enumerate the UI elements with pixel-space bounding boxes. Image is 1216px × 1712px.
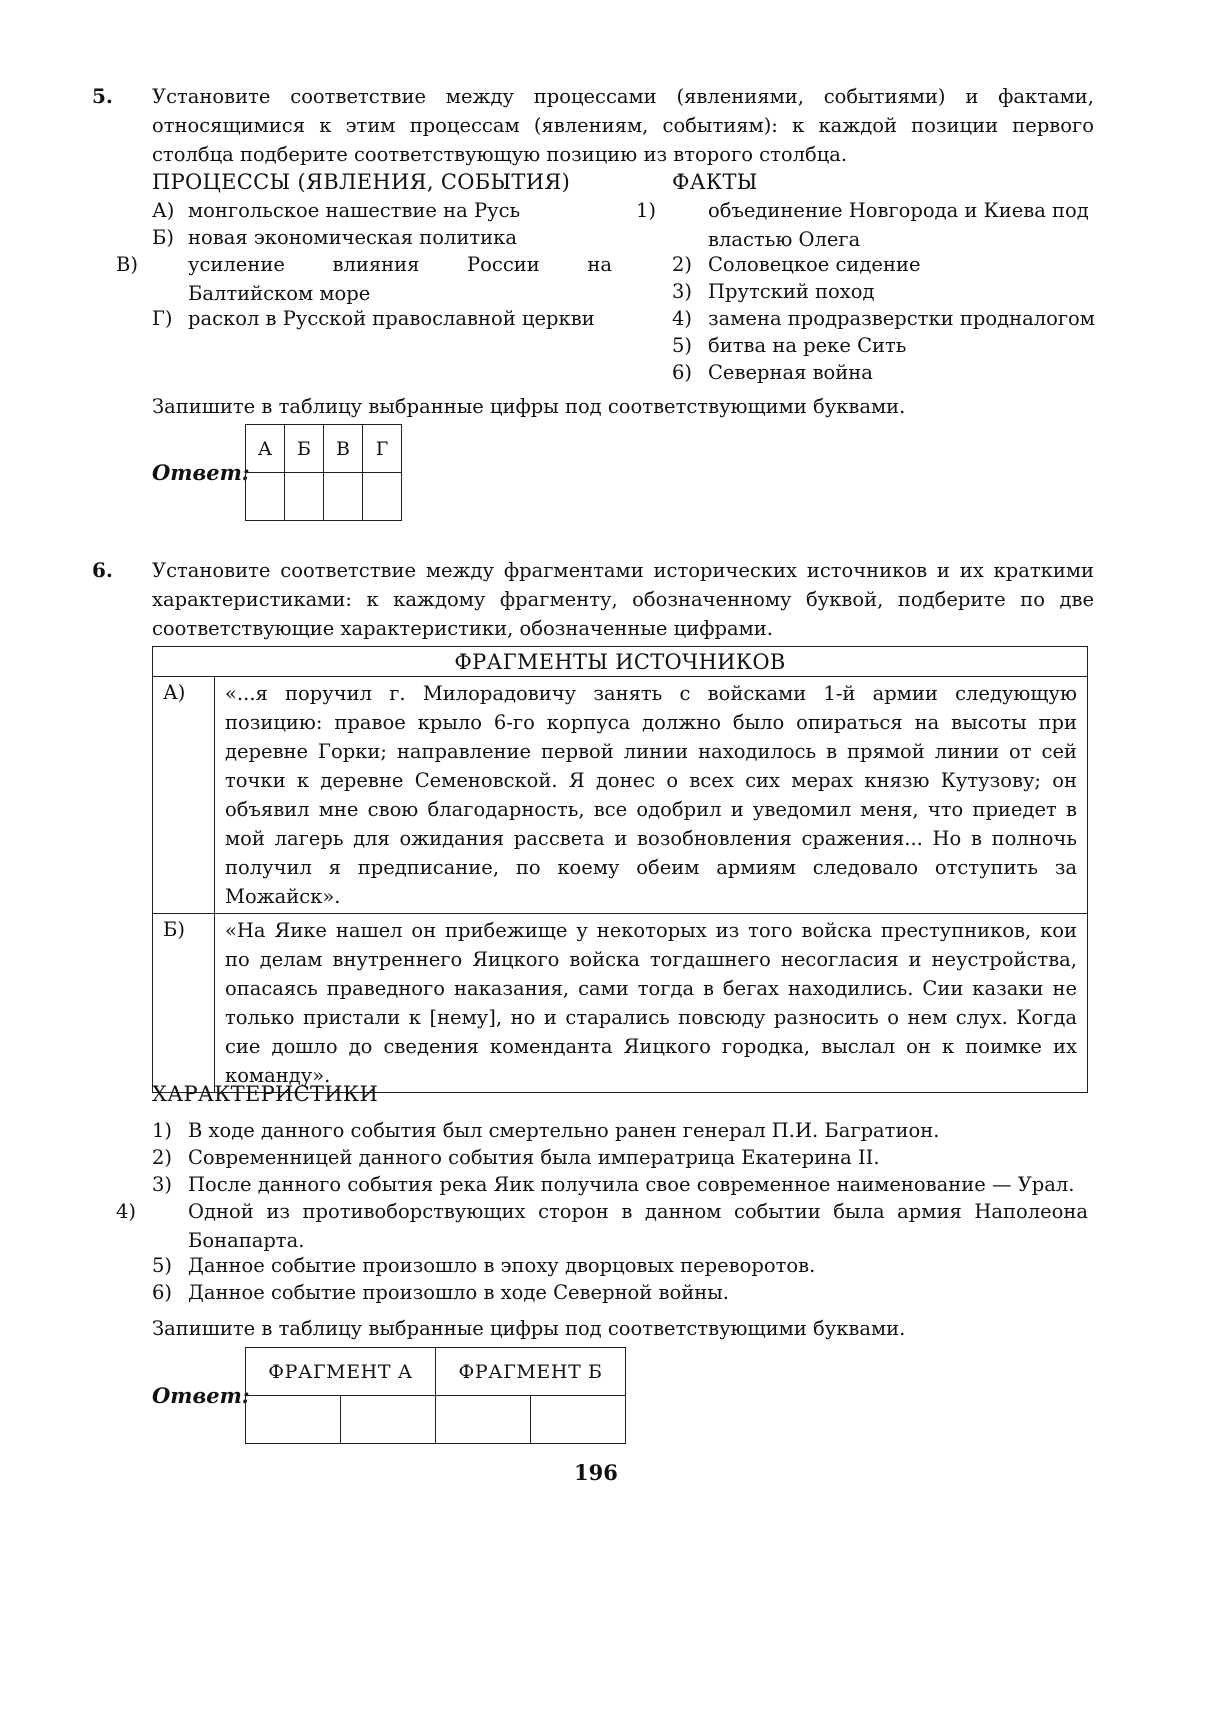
characteristic-item: 5) Данное событие произошло в эпоху дворцовых переворотов. — [152, 1254, 816, 1277]
task-5-answer-label: Ответ: — [152, 460, 250, 485]
fact-item: 1) объединение Новгорода и Киева под властью Олега — [636, 199, 1089, 251]
process-item: А) монгольское нашествие на Русь — [152, 199, 521, 222]
task-6-number: 6. — [92, 558, 113, 582]
fact-item: 6) Северная война — [672, 361, 873, 384]
answer-column-fragment-a: ФРАГМЕНТ А — [246, 1348, 436, 1396]
process-item: Б) новая экономическая политика — [152, 226, 517, 249]
task-5-answer-table — [245, 424, 402, 521]
answer-column-v: В — [324, 425, 363, 473]
answer-cell[interactable] — [531, 1396, 626, 1444]
answer-column-g: Г — [363, 425, 402, 473]
task-5-instruction: Запишите в таблицу выбранные цифры под соответствующими буквами. — [152, 395, 906, 418]
answer-cell[interactable] — [246, 1396, 341, 1444]
task-5-prompt: Установите соответствие между процессами (явлениями, событиями) и фактами, относящимися к этим процессам (явлениям, событиям): к каждой позиции первого столбца подберите соответствующую позицию из второго столбца. — [152, 85, 1094, 166]
task-5-number: 5. — [92, 84, 113, 108]
fragments-header: ФРАГМЕНТЫ ИСТОЧНИКОВ — [153, 647, 1088, 677]
fact-item: 5) битва на реке Сить — [672, 334, 907, 357]
answer-column-fragment-b: ФРАГМЕНТ Б — [436, 1348, 626, 1396]
characteristic-item: 3) После данного события река Яик получила свое современное наименование — Урал. — [152, 1173, 1075, 1196]
answer-column-b: Б — [285, 425, 324, 473]
fact-item: 2) Соловецкое сидение — [672, 253, 921, 276]
fact-item: 4) замена продразверстки продналогом — [672, 307, 1095, 330]
task-6-instruction: Запишите в таблицу выбранные цифры под соответствующими буквами. — [152, 1317, 906, 1340]
task-6-answer-table — [245, 1347, 626, 1444]
answer-cell[interactable] — [324, 473, 363, 521]
process-item: В) усиление влияния России на Балтийском море — [116, 253, 612, 305]
characteristics-header: ХАРАКТЕРИСТИКИ — [152, 1082, 379, 1106]
task-5-left-header: ПРОЦЕССЫ (ЯВЛЕНИЯ, СОБЫТИЯ) — [152, 170, 571, 194]
characteristic-item: 4) Одной из противоборствующих сторон в данном событии была армия Наполеона Бонапарта. — [116, 1200, 1088, 1252]
answer-cell[interactable] — [285, 473, 324, 521]
fragment-text: «На Яике нашел он прибежище у некоторых из того войска преступников, кои по делам внутреннего Яицкого войска тогдашнего несогласия и неустройства, опасаясь праведного наказания, сами тогда в бегах находились. Сии казаки не только пристали к [нему], но и старались повсюду разносить о нем слух. Когда сие дошло до сведения коменданта Яицкого городка, выслал он к поимке их команду». — [215, 914, 1088, 1093]
task-5-right-header: ФАКТЫ — [672, 170, 758, 194]
fragment-label: Б) — [153, 914, 215, 1093]
characteristic-item: 6) Данное событие произошло в ходе Северной войны. — [152, 1281, 729, 1304]
answer-cell[interactable] — [246, 473, 285, 521]
fact-item: 3) Прутский поход — [672, 280, 875, 303]
process-item: Г) раскол в Русской православной церкви — [152, 307, 595, 330]
characteristic-item: 1) В ходе данного события был смертельно ранен генерал П.И. Багратион. — [152, 1119, 940, 1142]
fragment-text: «...я поручил г. Милорадовичу занять с войсками 1-й армии следующую позицию: правое крыло 6-го корпуса должно было опираться на высоты при деревне Горки; направление первой линии находилось в прямой линии от сей точки к деревне Семеновской. Я донес о всех сих мерах князю Кутузову; он объявил мне свою благодарность, все одобрил и уведомил меня, что приедет в мой лагерь для ожидания рассвета и возобновления сражения... Но в полночь получил я предписание, по коему обеим армиям следовало отступить за Можайск». — [215, 677, 1088, 914]
task-6-prompt: Установите соответствие между фрагментами исторических источников и их краткими характеристиками: к каждому фрагменту, обозначенному буквой, подберите по две соответствующие характеристики, обозначенные цифрами. — [152, 559, 1094, 640]
answer-cell[interactable] — [436, 1396, 531, 1444]
answer-cell[interactable] — [363, 473, 402, 521]
task-6-answer-label: Ответ: — [152, 1383, 250, 1408]
fragments-table — [152, 646, 1088, 1093]
page-number: 196 — [574, 1460, 618, 1485]
characteristic-item: 2) Современницей данного события была императрица Екатерина II. — [152, 1146, 880, 1169]
answer-cell[interactable] — [341, 1396, 436, 1444]
answer-column-a: А — [246, 425, 285, 473]
fragment-label: А) — [153, 677, 215, 914]
